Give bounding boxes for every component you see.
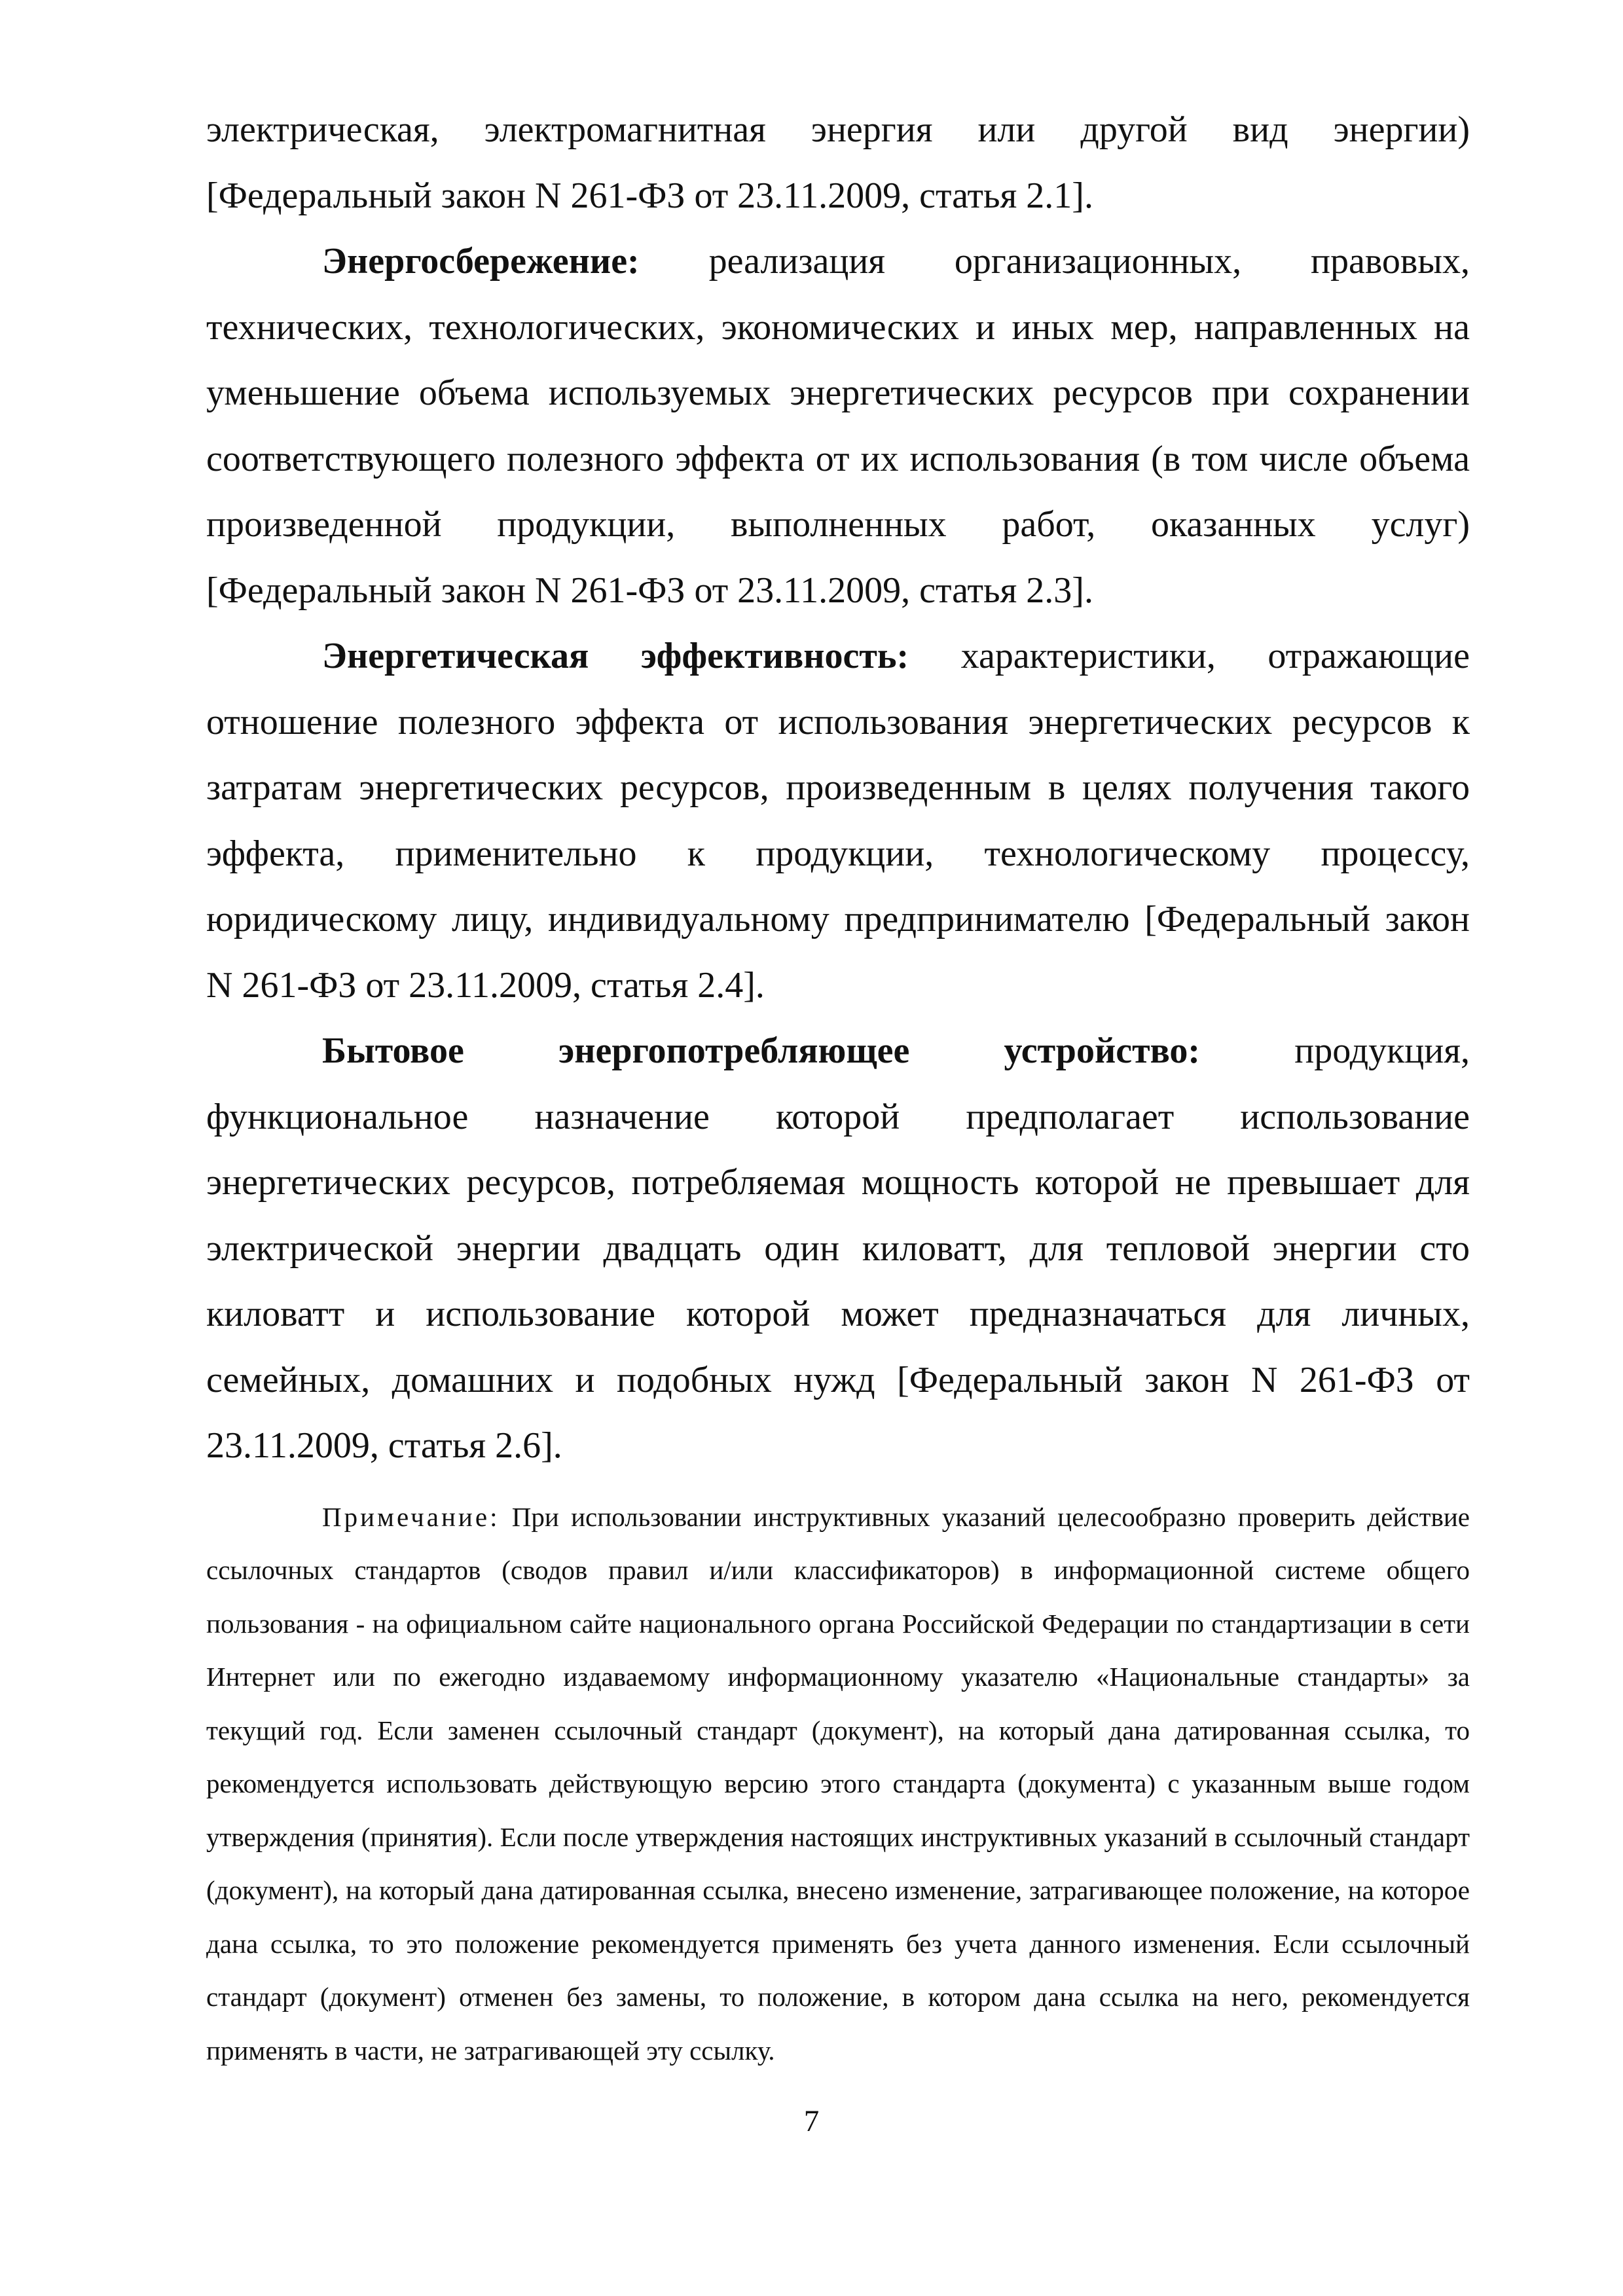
note-label: Примечание: xyxy=(322,1501,500,1532)
continuation-paragraph: электрическая, электромагнитная энергия или другой вид энергии) [Федеральный закон N 261-ФЗ от 23.11.2009, статья 2.1]. xyxy=(206,109,1470,216)
definition-text-energy-saving: реализация организационных, правовых, технических, технологических, экономических и иных мер, направленных на уменьшение объема используемых энергетических ресурсов при сохранении соответствующего полезного эффекта от их использования (в том числе объема произведенной продукции, выполненных работ, оказанных услуг) [Федеральный закон N 261-ФЗ от 23.11.2009, статья 2.3]. xyxy=(206,241,1470,611)
definition-energy-efficiency xyxy=(206,623,1470,1018)
definition-household-device xyxy=(206,1018,1470,1479)
term-energy-efficiency: Энергетическая эффективность: xyxy=(322,636,909,676)
term-household-device: Бытовое энергопотребляющее устройство: xyxy=(322,1030,1201,1071)
definition-text-household-device: продукция, функциональное назначение которой предполагает использование энергетических ресурсов, потребляемая мощность которой не превышает для электрической энергии двадцать один киловатт, для тепловой энергии сто киловатт и использование которой может предназначаться для личных, семейных, домашних и подобных нужд [Федеральный закон N 261-ФЗ от 23.11.2009, статья 2.6]. xyxy=(206,1030,1470,1466)
definition-energy-saving xyxy=(206,228,1470,623)
definition-text-energy-efficiency: характеристики, отражающие отношение полезного эффекта от использования энергетических ресурсов к затратам энергетических ресурсов, произведенным в целях получения такого эффекта, применительно к продукции, технологическому процессу, юридическому лицу, индивидуальному предпринимателю [Федеральный закон N 261-ФЗ от 23.11.2009, статья 2.4]. xyxy=(206,636,1470,1006)
note-paragraph xyxy=(206,1491,1470,2078)
note-text: При использовании инструктивных указаний целесообразно проверить действие ссылочных стандартов (сводов правил и/или классификаторов) в информационной системе общего пользования - на официальном сайте национального органа Российской Федерации по стандартизации в сети Интернет или по ежегодно издаваемому информационному указателю «Национальные стандарты» за текущий год. Если заменен ссылочный стандарт (документ), на который дана датированная ссылка, то рекомендуется использовать действующую версию этого стандарта (документа) с указанным выше годом утверждения (принятия). Если после утверждения настоящих инструктивных указаний в ссылочный стандарт (документ), на который дана датированная ссылка, внесено изменение, затрагивающее положение, на которое дана ссылка, то это положение рекомендуется применять без учета данного изменения. Если ссылочный стандарт (документ) отменен без замены, то положение, в котором дана ссылка на него, рекомендуется применять в части, не затрагивающей эту ссылку. xyxy=(206,1501,1470,2066)
term-energy-saving: Энергосбережение: xyxy=(322,241,640,282)
page-body xyxy=(206,97,1470,2077)
page-number: 7 xyxy=(803,2104,820,2138)
